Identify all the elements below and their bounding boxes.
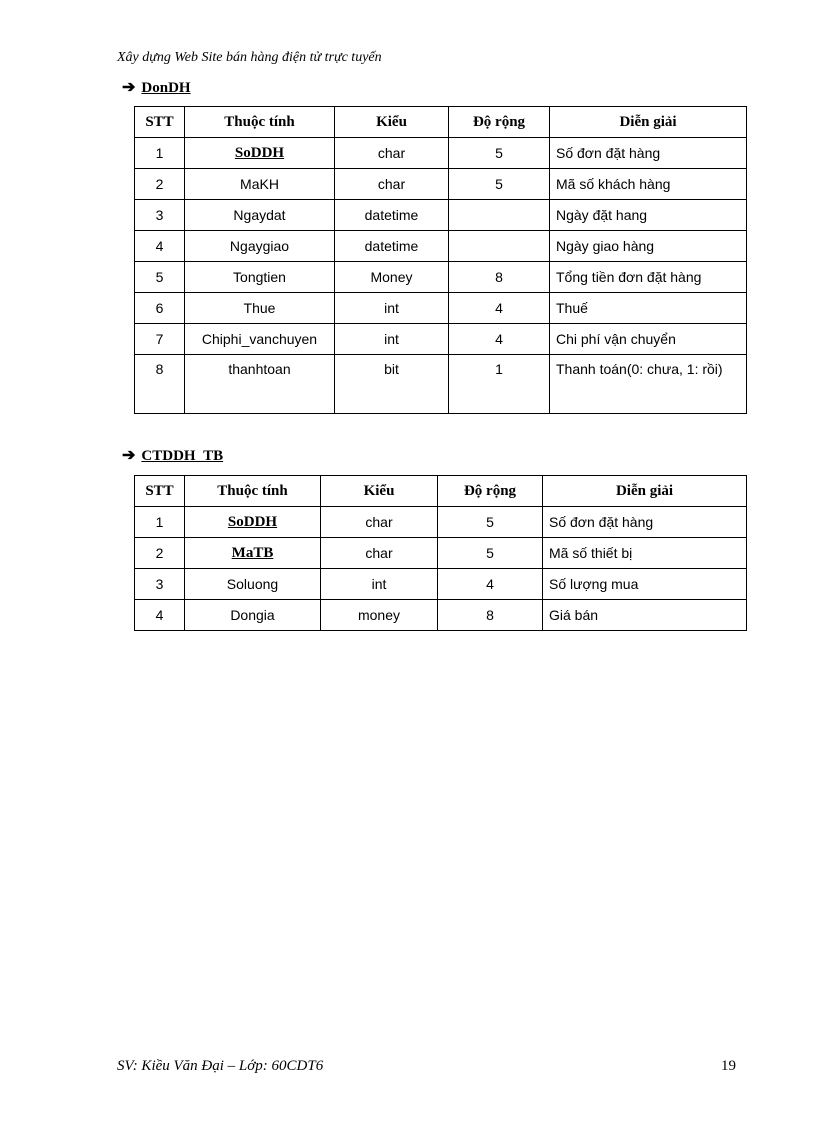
- page-number: 19: [721, 1058, 736, 1074]
- cell-width: [449, 200, 550, 231]
- cell-width: 5: [438, 507, 543, 538]
- cell-width: 4: [449, 293, 550, 324]
- column-header-width: Độ rộng: [449, 107, 550, 138]
- section-title-ctddh-tb: [122, 445, 223, 465]
- table-row: [135, 293, 747, 324]
- cell-attribute-key: SoDDH: [185, 507, 321, 538]
- cell-attribute: Ngaydat: [185, 200, 335, 231]
- ctddh-tb-table: [134, 475, 747, 631]
- cell-stt: 4: [135, 231, 185, 262]
- table-row: [135, 569, 747, 600]
- table-row: [135, 138, 747, 169]
- cell-stt: 1: [135, 507, 185, 538]
- cell-description: Giá bán: [543, 600, 747, 631]
- cell-description: Thanh toán(0: chưa, 1: rồi): [550, 355, 747, 414]
- cell-description: Chi phí vận chuyển: [550, 324, 747, 355]
- cell-description: Tổng tiền đơn đặt hàng: [550, 262, 747, 293]
- column-header-type: Kiểu: [335, 107, 449, 138]
- cell-width: 4: [438, 569, 543, 600]
- cell-width: 8: [438, 600, 543, 631]
- cell-type: int: [321, 569, 438, 600]
- cell-attribute: thanhtoan: [185, 355, 335, 414]
- cell-width: 8: [449, 262, 550, 293]
- cell-attribute: Chiphi_vanchuyen: [185, 324, 335, 355]
- right-arrow-icon: ➔: [122, 447, 136, 464]
- section-name: DonDH: [141, 80, 191, 96]
- dondh-table: [134, 106, 747, 414]
- table-header-row: [135, 476, 747, 507]
- cell-width: 4: [449, 324, 550, 355]
- column-header-description: Diễn giải: [543, 476, 747, 507]
- cell-width: 5: [449, 138, 550, 169]
- cell-description: Số đơn đặt hàng: [543, 507, 747, 538]
- cell-attribute-key: SoDDH: [185, 138, 335, 169]
- cell-type: char: [321, 538, 438, 569]
- cell-description: Mã số thiết bị: [543, 538, 747, 569]
- cell-attribute: Tongtien: [185, 262, 335, 293]
- cell-stt: 3: [135, 569, 185, 600]
- column-header-attribute: Thuộc tính: [185, 476, 321, 507]
- cell-type: datetime: [335, 231, 449, 262]
- footer-author: SV: Kiều Văn Đại – Lớp: 60CDT6: [117, 1058, 324, 1074]
- column-header-stt: STT: [135, 476, 185, 507]
- cell-width: 5: [449, 169, 550, 200]
- cell-type: int: [335, 293, 449, 324]
- cell-stt: 1: [135, 138, 185, 169]
- cell-attribute: Thue: [185, 293, 335, 324]
- cell-description: Ngày đặt hang: [550, 200, 747, 231]
- cell-description: Ngày giao hàng: [550, 231, 747, 262]
- cell-type: char: [321, 507, 438, 538]
- cell-stt: 8: [135, 355, 185, 414]
- cell-attribute: Soluong: [185, 569, 321, 600]
- table-row: [135, 262, 747, 293]
- cell-type: char: [335, 169, 449, 200]
- column-header-attribute: Thuộc tính: [185, 107, 335, 138]
- table-row: [135, 600, 747, 631]
- cell-attribute: Ngaygiao: [185, 231, 335, 262]
- running-header: Xây dựng Web Site bán hàng điện tử trực tuyến: [117, 50, 382, 65]
- column-header-type: Kiểu: [321, 476, 438, 507]
- table-row: [135, 231, 747, 262]
- table-row: [135, 200, 747, 231]
- table-row: [135, 507, 747, 538]
- cell-stt: 2: [135, 538, 185, 569]
- table-row: [135, 355, 747, 414]
- column-header-stt: STT: [135, 107, 185, 138]
- cell-stt: 4: [135, 600, 185, 631]
- cell-stt: 3: [135, 200, 185, 231]
- cell-stt: 7: [135, 324, 185, 355]
- column-header-description: Diễn giải: [550, 107, 747, 138]
- section-title-dondh: [122, 77, 191, 97]
- column-header-width: Độ rộng: [438, 476, 543, 507]
- cell-type: char: [335, 138, 449, 169]
- cell-type: datetime: [335, 200, 449, 231]
- table-row: [135, 324, 747, 355]
- cell-attribute: MaKH: [185, 169, 335, 200]
- table-row: [135, 169, 747, 200]
- cell-type: money: [321, 600, 438, 631]
- cell-stt: 6: [135, 293, 185, 324]
- cell-width: [449, 231, 550, 262]
- cell-type: Money: [335, 262, 449, 293]
- cell-description: Số lượng mua: [543, 569, 747, 600]
- section-name: CTDDH_TB: [141, 448, 224, 464]
- cell-stt: 5: [135, 262, 185, 293]
- cell-description: Mã số khách hàng: [550, 169, 747, 200]
- cell-attribute-key: MaTB: [185, 538, 321, 569]
- cell-stt: 2: [135, 169, 185, 200]
- cell-type: int: [335, 324, 449, 355]
- table-header-row: [135, 107, 747, 138]
- right-arrow-icon: ➔: [122, 79, 136, 96]
- cell-description: Số đơn đặt hàng: [550, 138, 747, 169]
- table-row: [135, 538, 747, 569]
- cell-attribute: Dongia: [185, 600, 321, 631]
- cell-type: bit: [335, 355, 449, 414]
- cell-width: 5: [438, 538, 543, 569]
- cell-description: Thuế: [550, 293, 747, 324]
- cell-width: 1: [449, 355, 550, 414]
